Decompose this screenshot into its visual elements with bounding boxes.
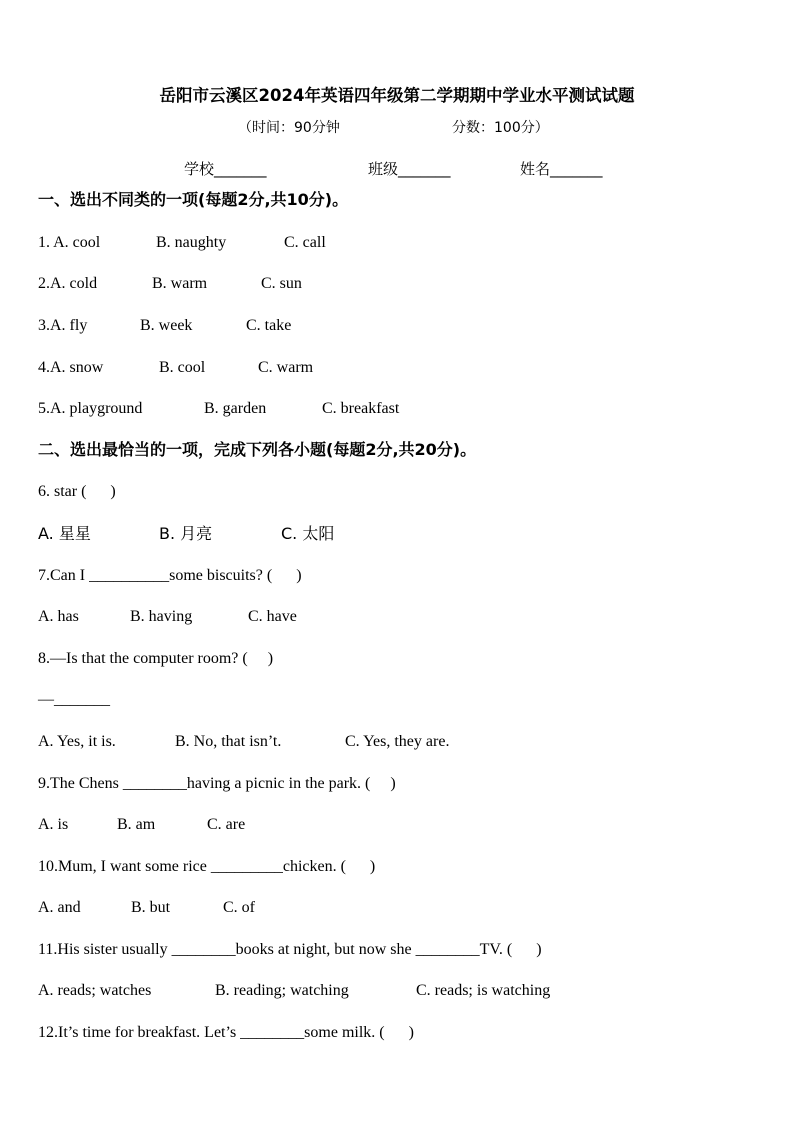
- option-b: B. No, that isn’t.: [175, 733, 282, 750]
- option-a: A. is: [38, 816, 69, 833]
- option-b: B. but: [131, 899, 171, 916]
- question-8-stem: 8.—Is that the computer room? ( ): [38, 650, 274, 667]
- option-b: B. reading; watching: [215, 982, 349, 999]
- page-title: 岳阳市云溪区2024年英语四年级第二学期期中学业水平测试试题: [159, 86, 635, 105]
- exam-score: 分数：100分）: [452, 120, 549, 136]
- option-b: B. cool: [159, 359, 206, 376]
- option-c: C. of: [223, 899, 255, 916]
- option-a: 3.A. fly: [38, 317, 88, 334]
- option-b: B. am: [117, 816, 156, 833]
- section1-heading: 一、选出不同类的一项(每题2分,共10分)。: [38, 190, 349, 209]
- class-field[interactable]: 班级_______: [368, 160, 451, 178]
- question-6-stem: 6. star ( ): [38, 483, 116, 500]
- option-b: B. week: [140, 317, 193, 334]
- option-c: C. sun: [261, 275, 302, 292]
- option-c: C. breakfast: [322, 400, 400, 417]
- option-c: C. Yes, they are.: [345, 733, 450, 750]
- option-a: 5.A. playground: [38, 400, 143, 417]
- option-a: 4.A. snow: [38, 359, 104, 376]
- option-b: B. 月亮: [159, 524, 213, 543]
- option-b: B. having: [130, 608, 193, 625]
- option-a: 2.A. cold: [38, 275, 98, 292]
- option-a: 1. A. cool: [38, 234, 101, 251]
- question-7-stem: 7.Can I __________some biscuits? ( ): [38, 567, 302, 584]
- option-c: C. have: [248, 608, 297, 625]
- option-b: B. warm: [152, 275, 208, 292]
- school-field[interactable]: 学校_______: [184, 160, 267, 178]
- question-9-stem: 9.The Chens ________having a picnic in the park. ( ): [38, 775, 396, 792]
- option-c: C. call: [284, 234, 326, 251]
- name-field[interactable]: 姓名_______: [520, 160, 603, 178]
- question-11-stem: 11.His sister usually ________books at night, but now she ________TV. ( ): [38, 941, 542, 958]
- exam-time: （时间：90分钟: [238, 120, 340, 136]
- section2-heading: 二、选出最恰当的一项，完成下列各小题(每题2分,共20分)。: [38, 440, 477, 459]
- option-a: A. Yes, it is.: [38, 733, 116, 750]
- option-c: C. warm: [258, 359, 314, 376]
- option-a: A. and: [38, 899, 81, 916]
- question-12-stem: 12.It’s time for breakfast. Let’s ________some milk. ( ): [38, 1024, 414, 1041]
- option-a: A. 星星: [38, 524, 91, 543]
- question-10-stem: 10.Mum, I want some rice _________chicken. ( ): [38, 858, 376, 875]
- option-b: B. garden: [204, 400, 267, 417]
- option-a: A. has: [38, 608, 79, 625]
- option-c: C. 太阳: [281, 524, 335, 543]
- answer-line: —_______: [38, 691, 110, 708]
- option-b: B. naughty: [156, 234, 227, 251]
- option-c: C. reads; is watching: [416, 982, 551, 999]
- option-a: A. reads; watches: [38, 982, 152, 999]
- option-c: C. take: [246, 317, 292, 334]
- option-c: C. are: [207, 816, 246, 833]
